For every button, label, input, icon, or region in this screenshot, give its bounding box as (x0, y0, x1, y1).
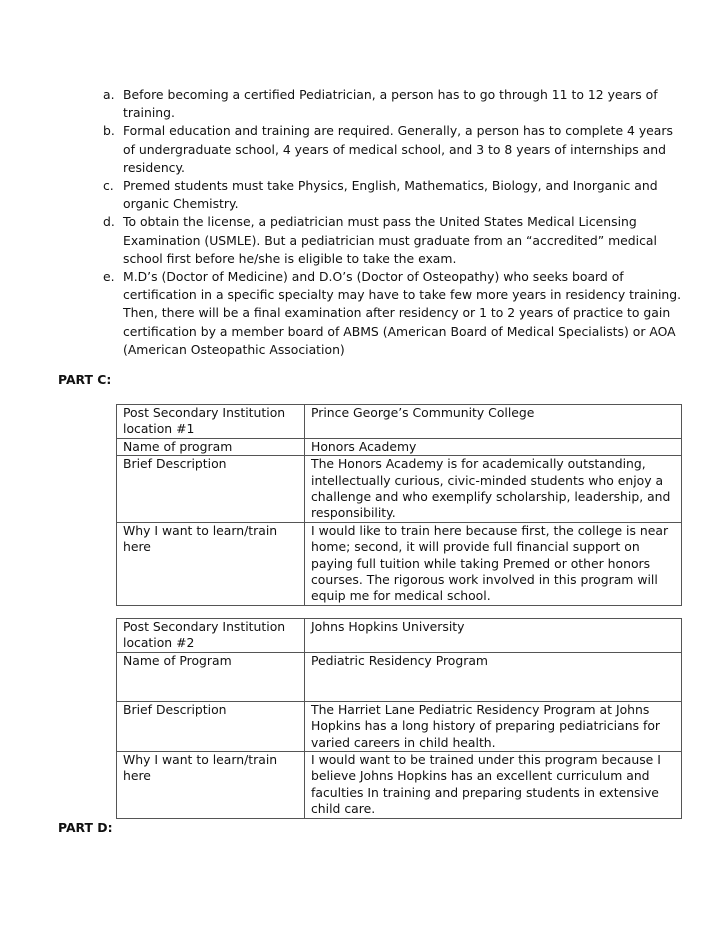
row-label: Brief Description (117, 701, 305, 751)
list-marker: a. (103, 87, 115, 102)
list-item (103, 86, 683, 122)
row-value: The Honors Academy is for academically outstanding, intellectually curious, civic-minded students who enjoy a challenge and who exemplify scholarship, leadership, and responsibility. (305, 456, 682, 523)
row-label: Brief Description (117, 456, 305, 523)
row-value: I would want to be trained under this program because I believe Johns Hopkins has an excellent curriculum and faculties In training and preparing students in extensive child care. (305, 752, 682, 819)
row-value: The Harriet Lane Pediatric Residency Program at Johns Hopkins has a long history of preparing pediatricians for varied careers in child health. (305, 701, 682, 751)
table-row (117, 752, 682, 819)
row-value: Johns Hopkins University (305, 619, 682, 653)
table-row (117, 701, 682, 751)
institution-1-table (116, 404, 682, 606)
row-label: Name of Program (117, 652, 305, 701)
list-item (103, 177, 683, 213)
row-value: Honors Academy (305, 438, 682, 455)
row-label: Post Secondary Institution location #2 (117, 619, 305, 653)
row-value: Prince George’s Community College (305, 405, 682, 439)
list-item-text: M.D’s (Doctor of Medicine) and D.O’s (Doctor of Osteopathy) who seeks board of certification in a specific specialty may have to take few more years in residency training. Then, there will be a final examination after residency or 1 to 2 years of practice to gain certification by a member board of ABMS (American Board of Medical Specialists) or AOA (American Osteopathic Association) (123, 269, 682, 357)
list-item-text: To obtain the license, a pediatrician must pass the United States Medical Licensing Examination (USMLE). But a pediatrician must graduate from an “accredited” medical school first before he/she is eligible to take the exam. (123, 214, 657, 266)
list-item-text: Before becoming a certified Pediatrician, a person has to go through 11 to 12 years of training. (123, 87, 658, 121)
table-row (117, 456, 682, 523)
list-marker: e. (103, 269, 115, 285)
requirements-list (103, 86, 683, 359)
list-marker: b. (103, 123, 115, 139)
row-label: Post Secondary Institution location #1 (117, 405, 305, 439)
row-label: Why I want to learn/train here (117, 752, 305, 819)
part-c-heading: PART C: (58, 372, 112, 387)
list-marker: c. (103, 178, 114, 194)
list-item-text: Premed students must take Physics, English, Mathematics, Biology, and Inorganic and organic Chemistry. (123, 178, 658, 212)
table-row (117, 619, 682, 653)
list-item (103, 268, 683, 359)
row-value: Pediatric Residency Program (305, 652, 682, 701)
table-row (117, 438, 682, 455)
part-d-heading: PART D: (58, 820, 113, 835)
row-label: Why I want to learn/train here (117, 522, 305, 605)
table-row (117, 405, 682, 439)
institution-2-table (116, 618, 682, 819)
table-row (117, 522, 682, 605)
table-row (117, 652, 682, 701)
row-label: Name of program (117, 438, 305, 455)
list-marker: d. (103, 214, 115, 230)
list-item (103, 213, 683, 268)
list-item (103, 122, 683, 177)
row-value: I would like to train here because first, the college is near home; second, it will provide full financial support on paying full tuition while taking Premed or other honors courses. The rigorous work involved in this program will equip me for medical school. (305, 522, 682, 605)
list-item-text: Formal education and training are required. Generally, a person has to complete 4 years of undergraduate school, 4 years of medical school, and 3 to 8 years of internships and residency. (123, 123, 673, 175)
